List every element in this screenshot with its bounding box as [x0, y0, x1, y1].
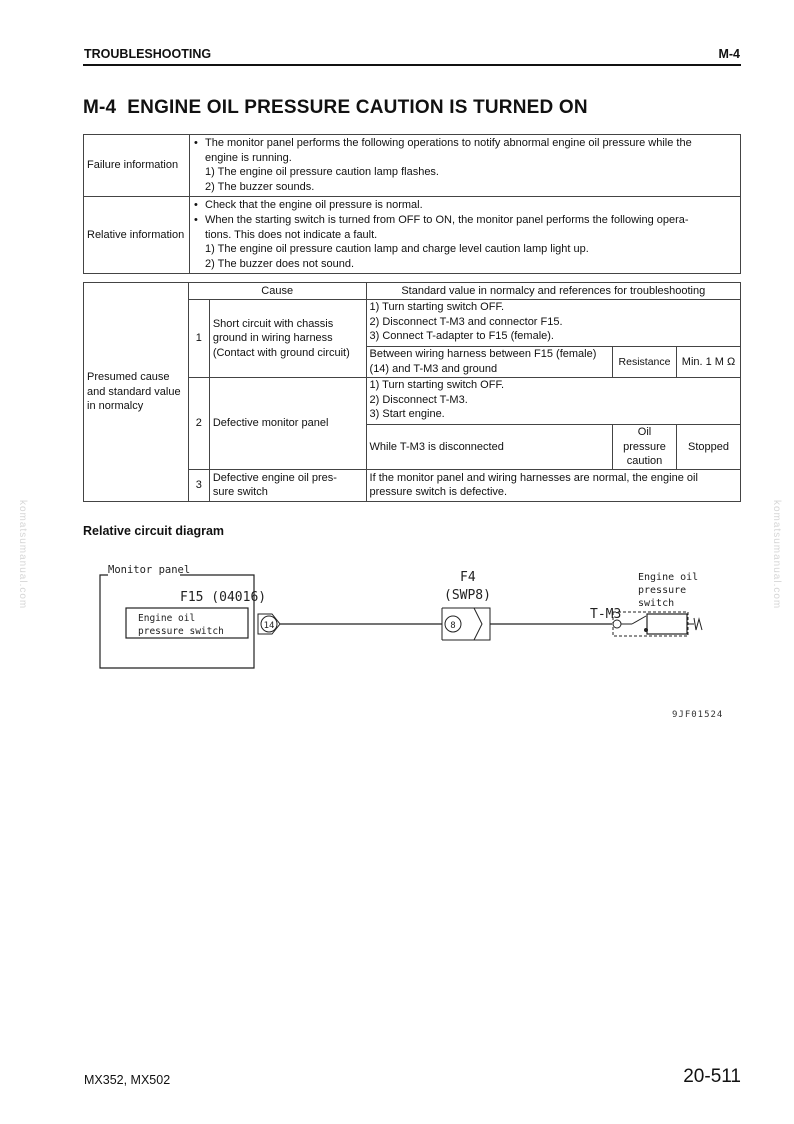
connector-f15-label: F15 (04016) [180, 590, 267, 605]
failure-line: The monitor panel performs the following operations to notify abnormal engine oil pressure while the [205, 137, 692, 149]
relative-line: Check that the engine oil pressure is normal. [205, 199, 423, 212]
check-item-line: Oil pressure [623, 426, 666, 453]
step-line: 1) Turn starting switch OFF. [369, 301, 505, 313]
step-line: 2) Disconnect T-M3. [369, 393, 468, 406]
step-line: 3) Connect T-adapter to F15 (female). [369, 330, 554, 343]
relative-line: tions. This does not indicate a fault. [205, 228, 378, 241]
cause-text [209, 300, 366, 378]
header-code: M-4 [718, 47, 740, 61]
failure-row [84, 135, 741, 197]
relative-line: 1) The engine oil pressure caution lamp and charge level caution lamp light up. [205, 243, 589, 256]
failure-text: • The monitor panel performs the following operations to notify abnormal engine oil pressure while the engine is running. 1) The engine oil pressure caution lamp flashes. 2) The buzzer sounds. [190, 135, 741, 197]
watermark-left: komatsumanual.com [17, 500, 28, 610]
step-line: 2) Disconnect T-M3 and connector F15. [369, 315, 563, 328]
cause-line: ground in wiring harness [212, 332, 333, 345]
col-header-cause: Cause [188, 283, 366, 300]
pin-8-label: 8 [450, 621, 456, 631]
check-item: Resistance [613, 347, 677, 378]
procedure-steps [366, 378, 740, 425]
cause-text [209, 469, 366, 501]
failure-line: engine is running. [205, 151, 292, 164]
watermark-right: komatsumanual.com [771, 500, 782, 610]
check-item-line: caution [626, 455, 663, 468]
connector-f4-label: F4 [460, 570, 476, 585]
cause-note [366, 469, 740, 501]
side-label-line: and standard value [87, 385, 181, 398]
note-line: If the monitor panel and wiring harnesses are normal, the engine oil [369, 471, 698, 484]
sensor-label: pressure [638, 585, 687, 596]
header-rule [83, 64, 741, 66]
failure-line: 2) The buzzer sounds. [205, 180, 315, 193]
failure-label: Failure information [84, 135, 190, 197]
cause-number: 3 [188, 469, 209, 501]
circuit-diagram [80, 556, 720, 686]
check-value: Min. 1 M Ω [677, 347, 741, 378]
presumed-cause-label [84, 283, 189, 502]
side-label-line: in normalcy [87, 400, 144, 413]
check-line: Between wiring harness between F15 (female) [369, 348, 597, 361]
relative-label: Relative information [84, 197, 190, 274]
side-label-line: Presumed cause [87, 371, 170, 384]
relative-text: • Check that the engine oil pressure is normal. • When the starting switch is turned from OFF to ON, the monitor panel performs the following opera- tions. This does not indicate a fault. 1) The engine oil pressure caution lamp and charge level caution lamp light up. 2) The buzzer does not sound. [190, 197, 741, 274]
monitor-panel-label: Monitor panel [108, 564, 191, 576]
sensor-label: switch [638, 598, 675, 609]
connector-f4-sub: (SWP8) [444, 588, 491, 603]
ground-symbol [694, 618, 702, 630]
step-line: 1) Turn starting switch OFF. [369, 379, 505, 391]
info-table [83, 134, 741, 274]
figure-code: 9JF01524 [672, 710, 724, 720]
cause-line: Short circuit with chassis [212, 317, 334, 330]
pin-14-label: 14 [263, 621, 275, 631]
note-line: pressure switch is defective. [369, 486, 508, 499]
check-condition: While T-M3 is disconnected [366, 425, 613, 470]
page-title: M-4 ENGINE OIL PRESSURE CAUTION IS TURNED ON [83, 97, 588, 118]
check-item [613, 425, 677, 470]
cause-table [83, 282, 741, 502]
connector-f4-shape [442, 608, 482, 640]
pressure-switch-body [647, 614, 687, 634]
check-condition [366, 347, 613, 378]
switch-contact [632, 616, 646, 624]
footer-model: MX352, MX502 [84, 1073, 171, 1087]
monitor-switch-label: Engine oil [138, 613, 196, 624]
cause-line: (Contact with ground circuit) [212, 346, 350, 359]
cause-number: 2 [188, 378, 209, 470]
check-value: Stopped [677, 425, 741, 470]
procedure-steps [366, 300, 740, 347]
relative-line: When the starting switch is turned from OFF to ON, the monitor panel performs the following opera- [205, 213, 689, 226]
header-section: TROUBLESHOOTING [84, 47, 212, 61]
check-line: (14) and T-M3 and ground [369, 363, 498, 375]
failure-line: 1) The engine oil pressure caution lamp flashes. [205, 166, 439, 179]
connector-tm3-label: T-M3 [590, 607, 622, 622]
cause-text: Defective monitor panel [209, 378, 366, 470]
step-line: 3) Start engine. [369, 408, 445, 421]
col-header-standard: Standard value in normalcy and references for troubleshooting [366, 283, 740, 300]
relative-line: 2) The buzzer does not sound. [205, 257, 355, 270]
cause-number: 1 [188, 300, 209, 378]
monitor-switch-label: pressure switch [138, 626, 224, 637]
diagram-heading: Relative circuit diagram [83, 524, 225, 538]
cause-line: sure switch [212, 486, 268, 499]
relative-row [84, 197, 741, 274]
sensor-label: Engine oil [638, 572, 699, 583]
cause-line: Defective engine oil pres- [212, 471, 337, 484]
footer-page: 20-511 [683, 1066, 741, 1087]
